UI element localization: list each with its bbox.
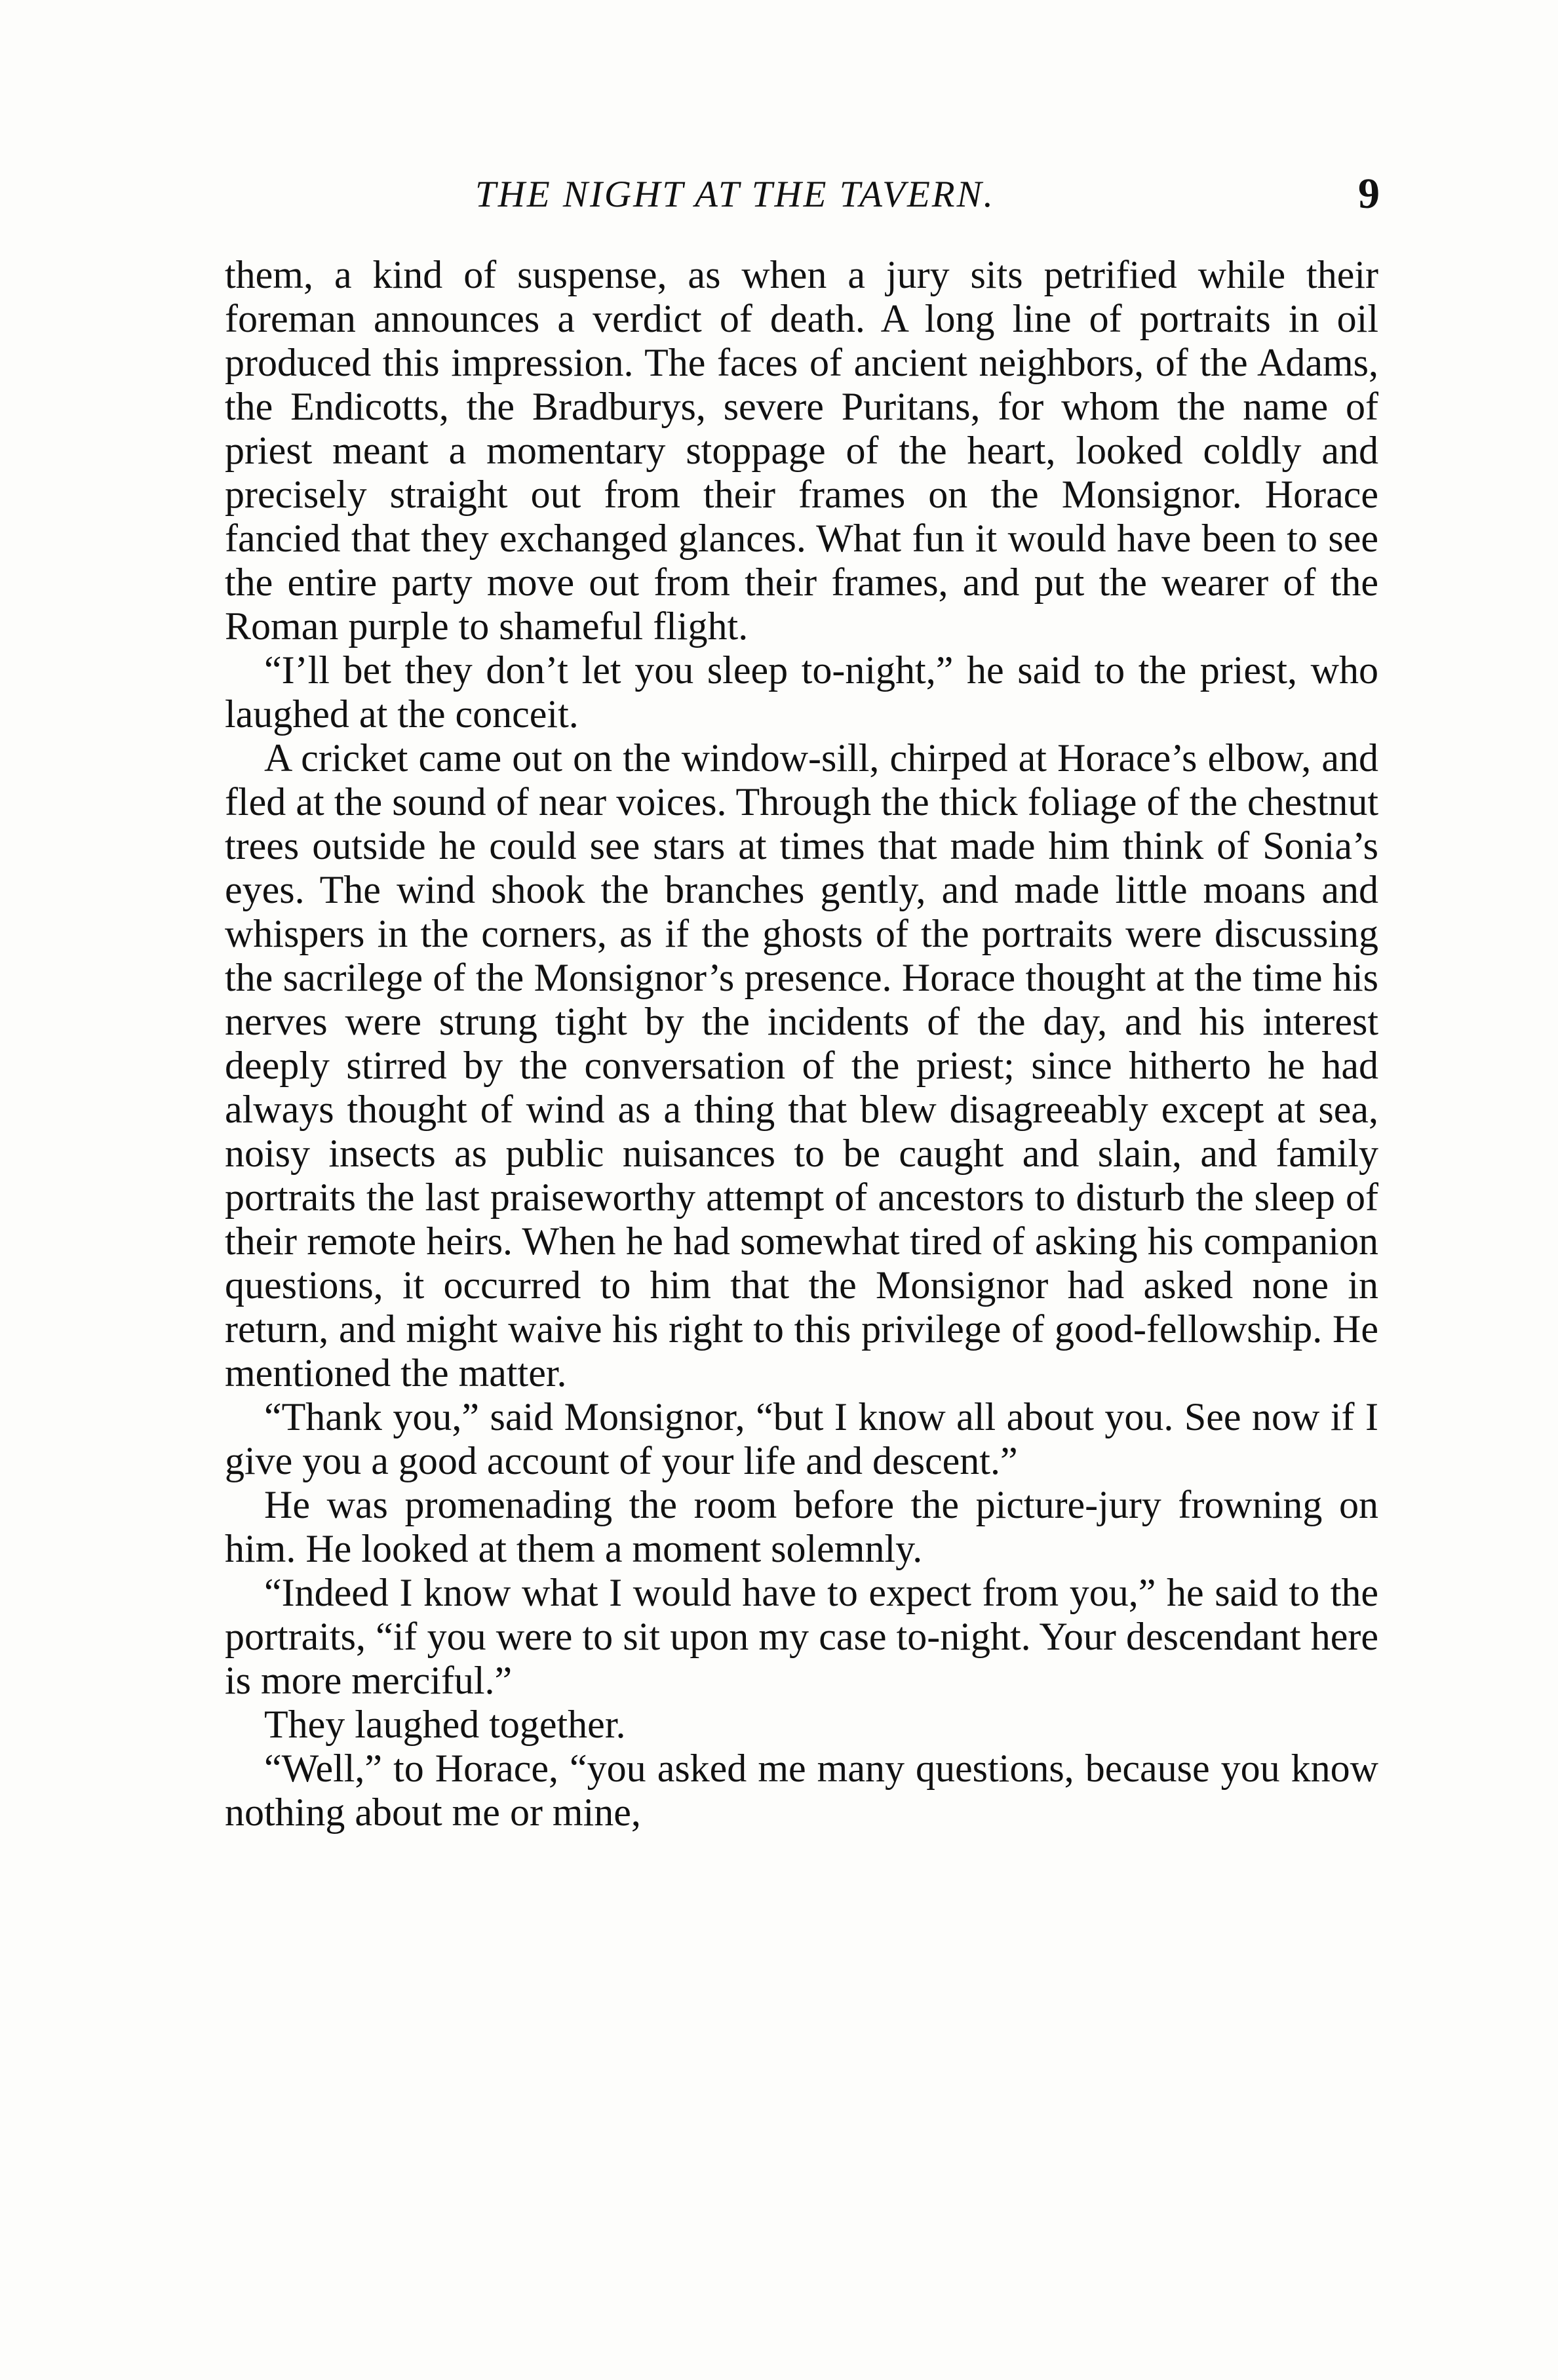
- paragraph: “Indeed I know what I would have to expect from you,” he said to the portraits, “if you were to sit upon my case to-night. Your descendant here is more merciful.”: [225, 1571, 1378, 1702]
- running-head: [226, 169, 1380, 228]
- page-number: 9: [1358, 170, 1380, 218]
- paragraph: “Well,” to Horace, “you asked me many questions, because you know nothing about me or mine,: [225, 1747, 1378, 1834]
- paragraph: them, a kind of suspense, as when a jury sits petrified while their foreman announces a verdict of death. A long line of portraits in oil produced this impression. The faces of ancient neighbors, of the Adams, the Endicotts, the Bradburys, severe Puritans, for whom the name of priest meant a momentary stoppage of the heart, looked coldly and precisely straight out from their frames on the Monsignor. Horace fancied that they exchanged glances. What fun it would have been to see the entire party move out from their frames, and put the wearer of the Roman purple to shameful flight.: [225, 253, 1378, 648]
- paragraph: He was promenading the room before the picture-jury frowning on him. He looked at them a moment solemnly.: [225, 1483, 1378, 1570]
- paragraph: A cricket came out on the window-sill, chirped at Horace’s elbow, and fled at the sound of near voices. Through the thick foliage of the chestnut trees outside he could see stars at times that made him think of Sonia’s eyes. The wind shook the branches gently, and made little moans and whispers in the corners, as if the ghosts of the portraits were discussing the sacrilege of the Monsignor’s presence. Horace thought at the time his nerves were strung tight by the incidents of the day, and his interest deeply stirred by the conversation of the priest; since hitherto he had always thought of wind as a thing that blew disagreeably except at sea, noisy insects as public nuisances to be caught and slain, and family portraits the last praiseworthy attempt of ancestors to disturb the sleep of their remote heirs. When he had somewhat tired of asking his companion questions, it occurred to him that the Monsignor had asked none in return, and might waive his right to this privilege of good-fellowship. He mentioned the matter.: [225, 736, 1378, 1395]
- paragraph: “I’ll bet they don’t let you sleep to-night,” he said to the priest, who laughed at the conceit.: [225, 648, 1378, 736]
- paragraph: “Thank you,” said Monsignor, “but I know all about you. See now if I give you a good account of your life and descent.”: [225, 1395, 1378, 1482]
- body-text: [225, 253, 1378, 1835]
- paragraph: They laughed together.: [264, 1703, 626, 1746]
- running-title: THE NIGHT AT THE TAVERN.: [475, 174, 995, 215]
